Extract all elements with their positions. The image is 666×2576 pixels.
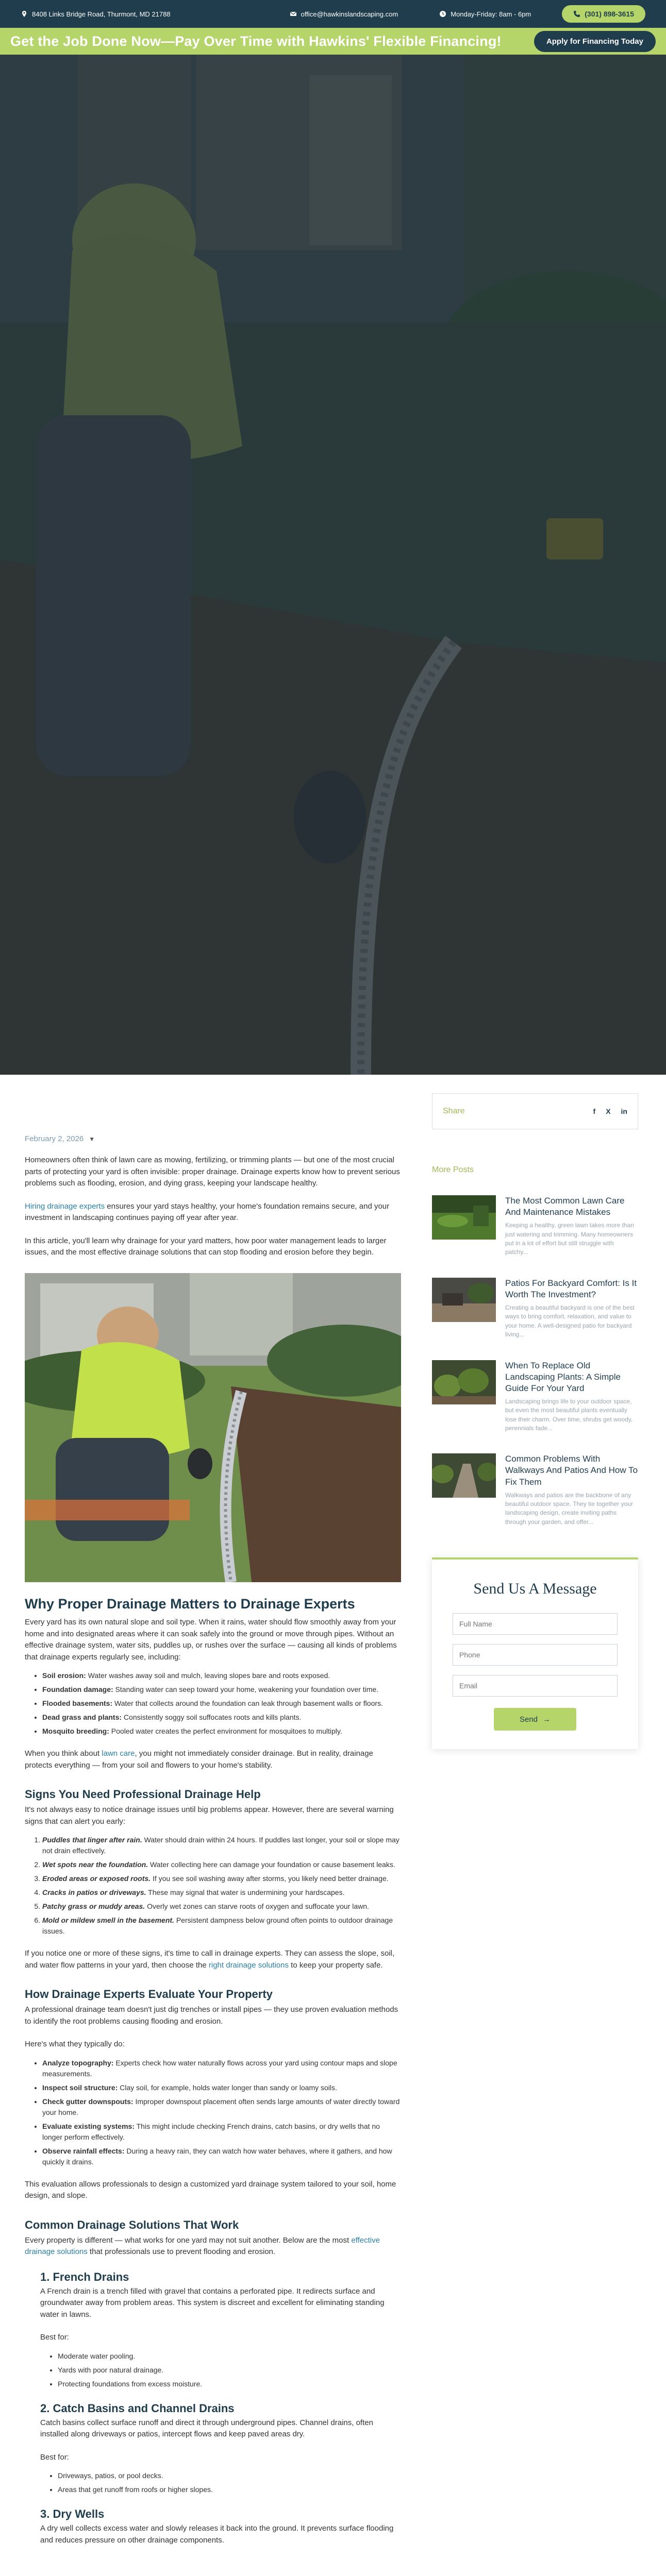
list-item (42, 1915, 401, 1937)
catch-best-for-list (58, 2470, 401, 2495)
full-name-input[interactable] (453, 1613, 618, 1635)
list-item (42, 1873, 401, 1884)
more-post-item[interactable] (432, 1278, 638, 1340)
facebook-icon[interactable]: f (593, 1107, 596, 1115)
list-item (42, 2146, 401, 2167)
list-item: • Driveways, patios, or pool decks. (58, 2470, 401, 2481)
list-item (42, 1901, 401, 1912)
send-button[interactable] (494, 1708, 576, 1731)
share-box (432, 1093, 638, 1129)
top-bar (0, 0, 666, 28)
list-item-label: Patchy grass or muddy areas. (42, 1902, 145, 1911)
financing-text: Get the Job Done Now—Pay Over Time with Hawkins' Flexible Financing! (10, 33, 502, 49)
evaluate-after-paragraph: This evaluation allows professionals to design a customized yard drainage system tailored to your soil, home design, and slope. (25, 2179, 396, 2200)
phone-icon (573, 10, 580, 18)
post-thumbnail[interactable] (432, 1360, 496, 1404)
intro-paragraph: Homeowners often think of lawn care as mowing, fertilizing, or trimming plants — but one of the most crucial parts of protecting your yard is often invisible: proper drainage. Drainage experts know how to prevent serious problems such as flooding, erosion, and dying grass, keeping your landscape healthy. (25, 1156, 400, 1188)
heading-catch-basins: 2. Catch Basins and Channel Drains (40, 2401, 235, 2415)
list-item-text: Experts check how water naturally flows across your yard using contour maps and slope measurements. (42, 2058, 397, 2078)
best-for-label: Best for: (40, 2452, 69, 2462)
hours-text: Monday-Friday: 8am - 6pm (451, 10, 531, 18)
list-item-label: Analyze topography: (42, 2058, 114, 2067)
heading-evaluate: How Drainage Experts Evaluate Your Property (25, 1988, 273, 2001)
list-item-label: Cracks in patios or driveways. (42, 1888, 146, 1897)
heading-french-drains: 1. French Drains (40, 2270, 129, 2283)
signs-after-text-a: If you notice one or more of these signs, it's time to call in drainage experts. They can assess the slope, soil, and water flow patterns in your yard, then choose the (25, 1949, 395, 1970)
post-thumbnail[interactable] (432, 1453, 496, 1498)
signs-paragraph: It's not always easy to notice drainage issues until big problems appear. However, there are several warning signs that can alert you early: (25, 1805, 394, 1826)
hero-image (0, 55, 666, 1075)
list-item-label: Check gutter downspouts: (42, 2097, 134, 2106)
best-for-label: Best for: (40, 2333, 69, 2342)
post-excerpt: Landscaping brings life to your outdoor space, but even the most beautiful plants eventually lose their charm. Over time, shrubs get woody, perennials fade... (505, 1397, 633, 1432)
signs-after-text-b: to keep your property safe. (288, 1960, 383, 1970)
email-link[interactable] (290, 10, 398, 18)
evaluate-list (42, 2058, 401, 2167)
right-drainage-solutions-link[interactable]: right drainage solutions (208, 1960, 289, 1970)
list-item: • Yards with poor natural drainage. (58, 2365, 401, 2376)
post-text (505, 1278, 638, 1340)
financing-banner (0, 28, 666, 55)
walkway-thumbnail (432, 1453, 496, 1498)
list-item: • Moderate water pooling. (58, 2351, 401, 2362)
evaluate-paragraph-2: Here's what they typically do: (25, 2040, 125, 2049)
address-text: 8408 Links Bridge Road, Thurmont, MD 21788 (32, 10, 171, 18)
common-text-b: that professionals use to prevent flooding and erosion. (87, 2247, 276, 2257)
email-input[interactable] (453, 1675, 618, 1697)
why-paragraph: Every yard has its own natural slope and soil type. When it rains, water should flow smoothly away from your home and into designated areas where it can soak safely into the ground or move through pipes. Without an effective drainage system, water sits, puddles up, or rushes over the surface — causing all kinds of problems that drainage experts regularly see, including: (25, 1618, 397, 1662)
french-paragraph: A French drain is a trench filled with gravel that contains a perforated pipe. It redirects surface and groundwater away from problem areas. This system is discreet and excellent for eliminating standing water in lawns. (40, 2286, 385, 2319)
list-item-label: Evaluate existing systems: (42, 2122, 135, 2130)
list-item-text: Consistently soggy soil suffocates roots and kills plants. (122, 1713, 302, 1722)
list-item-label: Foundation damage: (42, 1685, 113, 1694)
contact-form-title: Send Us A Message (473, 1580, 597, 1598)
post-title[interactable]: Common Problems With Walkways And Patios And How To Fix Them (505, 1454, 638, 1487)
email-text: office@hawkinslandscaping.com (301, 10, 398, 18)
catch-basins-section (40, 2417, 401, 2496)
lawn-care-link[interactable]: lawn care (102, 1749, 135, 1758)
address-info (21, 10, 290, 18)
list-item-text: This might include checking French drains, catch basins, or dry wells that no longer perform effectively. (42, 2122, 380, 2141)
hiring-paragraph-text: ensures your yard stays healthy, your home's foundation remains secure, and your investment in landscaping continues paying off year after year. (25, 1201, 390, 1222)
heading-common-solutions: Common Drainage Solutions That Work (25, 2218, 239, 2231)
post-title[interactable]: The Most Common Lawn Care And Maintenance Mistakes (505, 1196, 625, 1217)
post-date-text: February 2, 2026 (25, 1134, 84, 1143)
contact-form (432, 1557, 638, 1749)
post-text (505, 1195, 638, 1257)
list-item-text: Water collecting here can damage your foundation or cause basement leaks. (148, 1860, 395, 1869)
list-item-text: Water washes away soil and mulch, leaving slopes bare and roots exposed. (86, 1671, 330, 1680)
list-item-label: Puddles that linger after rain. (42, 1836, 142, 1844)
french-best-for-list (58, 2351, 401, 2389)
chevron-down-icon: ▼ (89, 1135, 95, 1143)
phone-button[interactable] (562, 5, 645, 23)
list-item: • Areas that get runoff from roofs or higher slopes. (58, 2484, 401, 2495)
lawn-care-text-a: When you think about (25, 1749, 102, 1758)
list-item-text: Water that collects around the foundation can leak through basement walls or floors. (112, 1699, 383, 1708)
sidebar (432, 1093, 638, 1749)
more-post-item[interactable] (432, 1360, 638, 1433)
apply-financing-button[interactable]: Apply for Financing Today (534, 31, 656, 52)
hours-info (439, 10, 531, 18)
list-item (42, 1670, 401, 1681)
more-posts-title: More Posts (432, 1165, 474, 1174)
dry-paragraph: A dry well collects excess water and slowly releases it back into the ground. It prevents surface flooding and reduces pressure on other drainage components. (40, 2524, 394, 2545)
list-item-text: Clay soil, for example, holds water longer than sandy or loamy soils. (118, 2083, 337, 2092)
post-thumbnail[interactable] (432, 1195, 496, 1240)
post-excerpt: Creating a beautiful backyard is one of the best ways to bring comfort, relaxation, and value to your home. A well-designed patio for backyard living... (505, 1303, 635, 1338)
effective-drainage-solutions-link[interactable]: effective drainage solutions (25, 2235, 380, 2257)
list-item (42, 1726, 401, 1737)
list-item (42, 1887, 401, 1898)
hiring-paragraph (25, 1201, 401, 1224)
list-item-label: Mold or mildew smell in the basement. (42, 1916, 174, 1925)
list-item (42, 1859, 401, 1870)
signs-list (42, 1835, 401, 1937)
article (25, 1093, 401, 2546)
list-item: • Protecting foundations from excess moisture. (58, 2379, 401, 2389)
heading-dry-wells: 3. Dry Wells (40, 2507, 105, 2521)
post-excerpt: Keeping a healthy, green lawn takes more than just watering and trimming. Many homeowners put in a lot of effort but still struggle with patchy... (505, 1222, 634, 1256)
heading-why-drainage: Why Proper Drainage Matters to Drainage Experts (25, 1596, 355, 1612)
patio-thumbnail (432, 1278, 496, 1322)
lawn-care-paragraph (25, 1748, 401, 1771)
article-image (25, 1273, 401, 1582)
more-post-item[interactable] (432, 1195, 638, 1257)
list-item-label: Inspect soil structure: (42, 2083, 118, 2092)
list-item-label: Soil erosion: (42, 1671, 86, 1680)
lawn-thumbnail (432, 1195, 496, 1240)
more-post-item[interactable] (432, 1453, 638, 1527)
envelope-icon (290, 10, 297, 18)
x-twitter-icon[interactable]: X (606, 1107, 611, 1115)
list-item (42, 1684, 401, 1695)
list-item-label: Observe rainfall effects: (42, 2146, 125, 2155)
content-area (0, 1075, 666, 2545)
hero-photo-illustration (0, 55, 666, 1075)
article-overview-paragraph: In this article, you'll learn why drainage for your yard matters, how poor water management leads to larger issues, and the most effective drainage solutions that can stop flooding and erosion before they begin. (25, 1236, 387, 1257)
plants-thumbnail (432, 1360, 496, 1404)
signs-after-paragraph (25, 1948, 401, 1971)
hiring-experts-link[interactable]: Hiring drainage experts (25, 1201, 105, 1211)
post-title[interactable]: When To Replace Old Landscaping Plants: A Simple Guide For Your Yard (505, 1360, 621, 1393)
post-thumbnail[interactable] (432, 1278, 496, 1322)
evaluate-paragraph: A professional drainage team doesn't just dig trenches or install pipes — they use proven evaluation methods to identify the root problems causing flooding and erosion. (25, 2005, 398, 2026)
list-item-label: Eroded areas or exposed roots. (42, 1874, 151, 1883)
list-item (42, 2096, 401, 2118)
list-item-label: Dead grass and plants: (42, 1713, 122, 1722)
list-item-text: If you see soil washing away after storms, you likely need better drainage. (151, 1874, 389, 1883)
clock-icon (439, 10, 446, 18)
list-item-text: Persistent dampness below ground often points to outdoor drainage issues. (42, 1916, 393, 1936)
list-item (42, 2121, 401, 2143)
post-title[interactable]: Patios For Backyard Comfort: Is It Worth The Investment? (505, 1278, 637, 1299)
list-item-text: Pooled water creates the perfect environment for mosquitoes to multiply. (109, 1727, 342, 1736)
drainage-worker-photo (25, 1273, 401, 1582)
list-item-text: Overly wet zones can starve roots of oxygen and suffocate your lawn. (145, 1902, 369, 1911)
list-item-label: Mosquito breeding: (42, 1727, 109, 1736)
lawn-care-text-b: , you might not immediately consider drainage. But in reality, drainage protects everything — from your soil and flowers to your home's stability. (25, 1749, 373, 1770)
list-item-label: Flooded basements: (42, 1699, 113, 1708)
linkedin-icon[interactable]: in (621, 1107, 627, 1115)
phone-input[interactable] (453, 1644, 618, 1666)
arrow-right-icon: → (543, 1715, 551, 1724)
dry-wells-section (40, 2523, 401, 2546)
list-item (42, 1698, 401, 1709)
catch-paragraph: Catch basins collect surface runoff and direct it through underground pipes. Channel drains, often installed along driveways or patios, intercept flows and keep paved areas dry. (40, 2418, 373, 2439)
list-item-text: These may signal that water is undermining your hardscapes. (146, 1888, 345, 1897)
list-item (42, 1712, 401, 1723)
post-excerpt: Walkways and patios are the backbone of any beautiful outdoor space. They tie together your landscaping design, create inviting paths through your garden, and offer... (505, 1491, 633, 1526)
share-label: Share (443, 1107, 465, 1115)
list-item-text: During a heavy rain, they can watch how water behaves, where it gathers, and how quickly it drains. (42, 2146, 392, 2166)
post-date (25, 1134, 401, 1143)
phone-text: (301) 898-3615 (585, 10, 634, 18)
common-paragraph (25, 2235, 401, 2258)
post-text (505, 1360, 638, 1433)
list-item-text: Standing water can seep toward your home, weakening your foundation over time. (113, 1685, 379, 1694)
common-text-a: Every property is different — what works for one yard may not suit another. Below are the most (25, 2235, 352, 2245)
location-pin-icon (21, 10, 28, 18)
french-drains-section (40, 2286, 401, 2389)
list-item-text: Water should drain within 24 hours. If puddles last longer, your soil or slope may not drain effectively. (42, 1836, 399, 1855)
list-item (42, 1835, 401, 1856)
heading-signs: Signs You Need Professional Drainage Help (25, 1788, 261, 1801)
list-item-text: Improper downspout placement often sends large amounts of water directly toward your home. (42, 2097, 400, 2116)
post-text (505, 1453, 638, 1527)
list-item-label: Wet spots near the foundation. (42, 1860, 148, 1869)
send-button-label: Send (519, 1715, 538, 1724)
social-links (593, 1107, 627, 1115)
list-item (42, 2082, 401, 2093)
list-item (42, 2058, 401, 2079)
why-problems-list (42, 1670, 401, 1737)
